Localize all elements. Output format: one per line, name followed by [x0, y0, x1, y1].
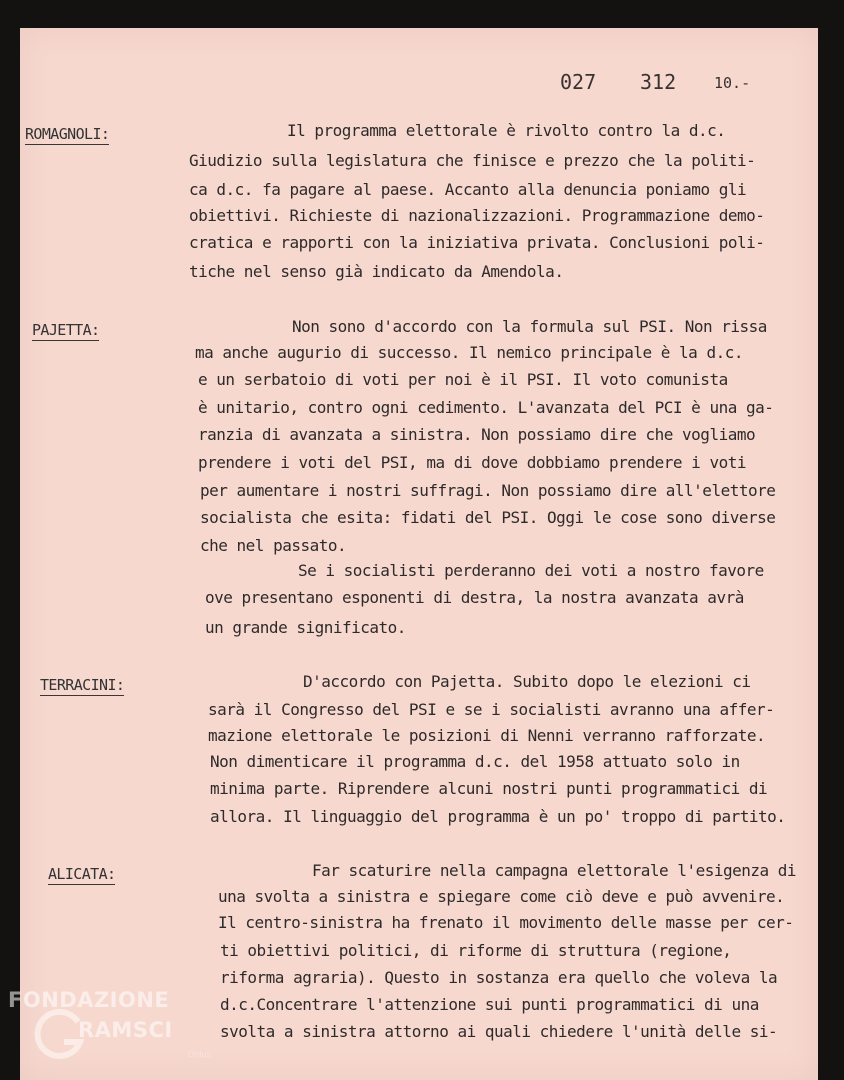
text-line: ti obiettivi politici, di riforme di struttura (regione,: [220, 941, 732, 960]
page-index: 10.-: [714, 74, 751, 92]
text-line: Il programma elettorale è rivolto contro la d.c.: [287, 121, 726, 140]
text-line: Se i socialisti perderanno dei voti a nostro favore: [298, 561, 764, 580]
speaker-romagnoli: ROMAGNOLI:: [25, 125, 110, 143]
text-line: Il centro-sinistra ha frenato il movimento delle masse per cer-: [218, 913, 794, 932]
text-line: ove presentano esponenti di destra, la nostra avanzata avrà: [205, 588, 744, 607]
text-line: Far scaturire nella campagna elettorale l'esigenza di: [312, 861, 797, 880]
text-line: allora. Il linguaggio del programma è un po' troppo di partito.: [210, 807, 786, 826]
text-line: prendere i voti del PSI, ma di dove dobbiamo prendere i voti: [198, 453, 746, 472]
text-line: per aumentare i nostri suffragi. Non possiamo dire all'elettore: [200, 481, 776, 500]
speaker-terracini: TERRACINI:: [40, 676, 125, 694]
text-line: un grande significato.: [205, 618, 406, 637]
watermark-line1: FONDAZIONE: [8, 988, 170, 1012]
text-line: obiettivi. Richieste di nazionalizzazioni. Programmazione demo-: [189, 206, 765, 225]
text-line: Giudizio sulla legislatura che finisce e prezzo che la politi-: [189, 151, 756, 170]
watermark-line2: RAMSCI: [78, 1018, 173, 1042]
archive-number-a: 027: [560, 70, 597, 94]
speaker-pajetta: PAJETTA:: [32, 321, 100, 339]
text-line: Non sono d'accordo con la formula sul PSI. Non rissa: [292, 317, 767, 336]
archive-number-b: 312: [640, 70, 677, 94]
text-line: sarà il Congresso del PSI e se i socialisti avranno una affer-: [208, 700, 775, 719]
text-line: riforma agraria). Questo in sostanza era quello che voleva la: [220, 968, 778, 987]
text-line: una svolta a sinistra e spiegare come ciò deve e può avvenire.: [218, 887, 785, 906]
text-line: ma anche augurio di successo. Il nemico principale è la d.c.: [195, 343, 743, 362]
text-line: d.c.Concentrare l'attenzione sui punti programmatici di una: [220, 995, 759, 1014]
text-line: tiche nel senso già indicato da Amendola.: [189, 262, 564, 281]
text-line: D'accordo con Pajetta. Subito dopo le elezioni ci: [303, 672, 751, 691]
watermark-line3: Onlus: [188, 1050, 211, 1059]
text-line: mazione elettorale le posizioni di Nenni verranno rafforzate.: [208, 726, 766, 745]
speaker-alicata: ALICATA:: [48, 865, 116, 883]
text-line: che nel passato.: [200, 536, 347, 555]
text-line: ca d.c. fa pagare al paese. Accanto alla denuncia poniamo gli: [189, 180, 747, 199]
text-line: è unitario, contro ogni cedimento. L'avanzata del PCI è una ga-: [198, 398, 774, 417]
text-line: socialista che esita: fidati del PSI. Oggi le cose sono diverse: [200, 508, 776, 527]
text-line: svolta a sinistra attorno ai quali chiedere l'unità delle si-: [220, 1022, 778, 1041]
text-line: e un serbatoio di voti per noi è il PSI. Il voto comunista: [198, 370, 728, 389]
text-line: ranzia di avanzata a sinistra. Non possiamo dire che vogliamo: [198, 425, 756, 444]
text-line: cratica e rapporti con la iniziativa privata. Conclusioni poli-: [189, 233, 765, 252]
text-line: minima parte. Riprendere alcuni nostri punti programmatici di: [210, 779, 768, 798]
text-line: Non dimenticare il programma d.c. del 1958 attuato solo in: [210, 752, 740, 771]
